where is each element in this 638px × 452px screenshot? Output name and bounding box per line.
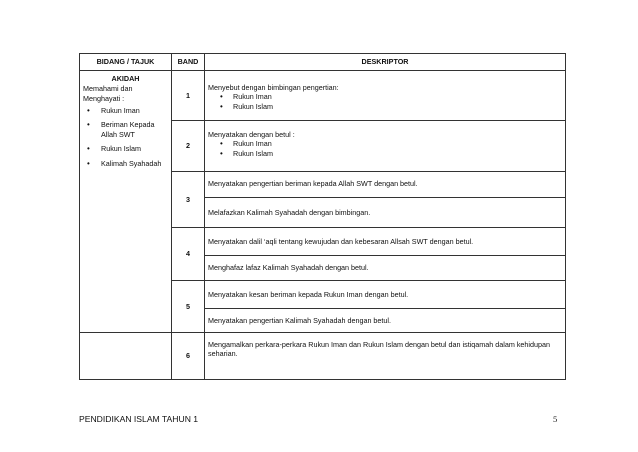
band-number: 3 — [172, 172, 205, 228]
topic-list — [83, 106, 168, 168]
descriptor-subitem: • Rukun Islam — [208, 102, 562, 111]
descriptor-text: Menyatakan dengan betul : — [208, 130, 295, 139]
band-number: 4 — [172, 228, 205, 281]
band-number: 2 — [172, 121, 205, 172]
topic-item: • Rukun Iman — [83, 106, 168, 115]
descriptor-sublist — [208, 139, 562, 158]
header-descriptor: DESKRIPTOR — [205, 54, 566, 71]
descriptor-cell: Menghafaz lafaz Kalimah Syahadah dengan betul. — [205, 256, 566, 281]
descriptor-cell: Menyatakan pengertian beriman kepada Allah SWT dengan betul. — [205, 172, 566, 198]
header-band: BAND — [172, 54, 205, 71]
descriptor-sublist — [208, 92, 562, 111]
topic-cell — [80, 71, 172, 333]
descriptor-subitem: • Rukun Iman — [208, 139, 562, 148]
band-row-6 — [80, 333, 566, 380]
topic-item: • Rukun Islam — [83, 144, 168, 153]
topic-empty-cell — [80, 333, 172, 380]
descriptor-subitem: • Rukun Iman — [208, 92, 562, 101]
descriptor-cell: Menyatakan pengertian Kalimah Syahadah dengan betul. — [205, 309, 566, 333]
descriptor-cell — [205, 121, 566, 172]
topic-intro: Memahami dan Menghayati : — [83, 84, 133, 103]
descriptor-subitem: • Rukun Islam — [208, 149, 562, 158]
descriptor-cell — [205, 71, 566, 121]
topic-item: • Beriman Kepada Allah SWT — [83, 120, 168, 139]
header-row — [80, 54, 566, 71]
descriptor-cell: Mengamalkan perkara-perkara Rukun Iman dan Rukun Islam dengan betul dan istiqamah dalam kehidupan seharian. — [205, 333, 566, 380]
band-number: 6 — [172, 333, 205, 380]
page-number: 5 — [553, 414, 558, 424]
band-number: 1 — [172, 71, 205, 121]
descriptor-cell: Melafazkan Kalimah Syahadah dengan bimbingan. — [205, 198, 566, 228]
topic-title: AKIDAH — [111, 74, 140, 83]
descriptor-cell: Menyatakan dalil ‘aqli tentang kewujudan dan kebesaran Allsah SWT dengan betul. — [205, 228, 566, 256]
descriptor-text: Menyebut dengan bimbingan pengertian: — [208, 83, 339, 92]
band-row-1 — [80, 71, 566, 121]
header-topic: BIDANG / TAJUK — [80, 54, 172, 71]
topic-item: • Kalimah Syahadah — [83, 159, 168, 168]
footer-title: PENDIDIKAN ISLAM TAHUN 1 — [79, 414, 199, 424]
descriptor-cell: Menyatakan kesan beriman kepada Rukun Iman dengan betul. — [205, 281, 566, 309]
band-number: 5 — [172, 281, 205, 333]
rubric-table — [79, 53, 566, 380]
